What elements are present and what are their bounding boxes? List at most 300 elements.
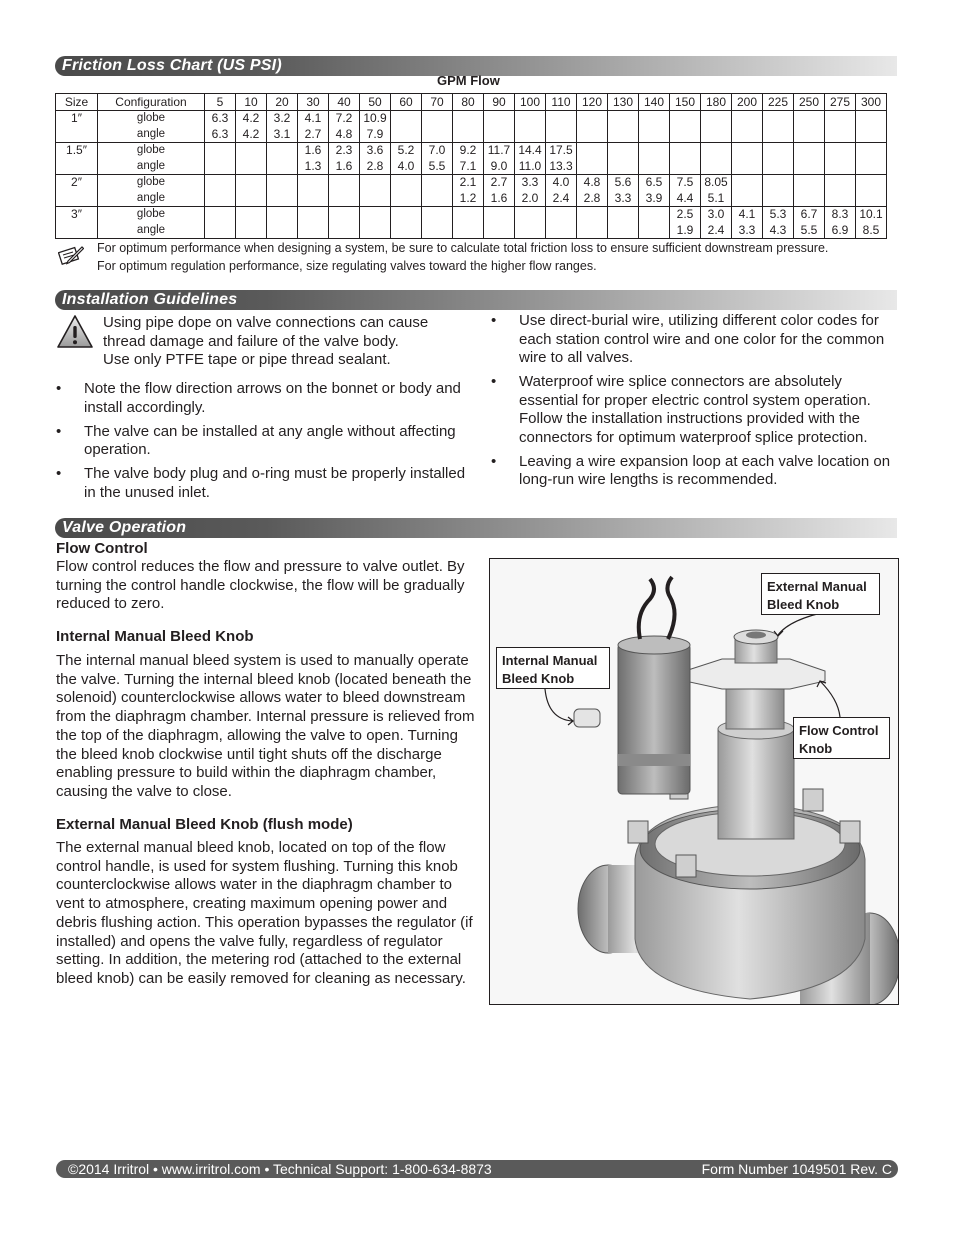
external-bleed-heading: External Manual Bleed Knob (flush mode) (56, 816, 353, 833)
value-cell (856, 207, 887, 239)
flow-col-header: 110 (546, 94, 577, 111)
value-cell (391, 111, 422, 143)
angle-value (732, 191, 762, 207)
angle-value (608, 159, 638, 175)
angle-value: 6.9 (831, 222, 849, 237)
angle-value (205, 223, 235, 239)
value-cell (670, 207, 701, 239)
flow-col-header: 120 (577, 94, 608, 111)
globe-value (236, 175, 266, 191)
gpm-flow-title: GPM Flow (437, 73, 500, 88)
flow-control-heading: Flow Control (56, 540, 148, 557)
value-cell (608, 175, 639, 207)
value-cell (825, 175, 856, 207)
table-row (56, 143, 887, 175)
globe-value (329, 175, 359, 191)
globe-value: 4.2 (242, 111, 260, 125)
globe-value: 11.7 (487, 143, 511, 157)
table-header-row (56, 94, 887, 111)
angle-value (391, 191, 421, 207)
angle-value (298, 191, 328, 207)
globe-value (360, 175, 390, 191)
angle-value (422, 191, 452, 207)
angle-value (856, 191, 886, 207)
angle-value: 1.2 (459, 190, 477, 205)
col-config-header: Configuration (98, 94, 205, 111)
value-cell (701, 111, 732, 143)
value-cell (763, 143, 794, 175)
value-cell (329, 111, 360, 143)
flow-col-header: 50 (360, 94, 391, 111)
angle-value (484, 127, 514, 143)
value-cell (856, 143, 887, 175)
value-cell (701, 175, 732, 207)
value-cell (546, 143, 577, 175)
value-cell (453, 143, 484, 175)
globe-value (794, 143, 824, 159)
angle-value: 4.4 (676, 190, 694, 205)
globe-value (794, 175, 824, 191)
value-cell (391, 143, 422, 175)
flow-col-header: 275 (825, 94, 856, 111)
angle-value (515, 223, 545, 239)
value-cell (794, 175, 825, 207)
globe-value: 6.3 (211, 111, 229, 125)
globe-value (732, 143, 762, 159)
angle-value (794, 127, 824, 143)
warning-triangle-icon (56, 314, 94, 350)
globe-value (422, 175, 452, 191)
valve-illustration (489, 558, 899, 1005)
value-cell (670, 175, 701, 207)
globe-value: 10.1 (859, 207, 883, 221)
globe-value (856, 175, 886, 191)
angle-value (484, 223, 514, 239)
globe-value: 5.6 (614, 175, 632, 189)
angle-value: 1.6 (335, 158, 353, 173)
install-left-list (56, 380, 466, 508)
angle-value (453, 223, 483, 239)
warning-line-3: Use only PTFE tape or pipe thread sealant. (103, 351, 391, 368)
footer-bar (56, 1160, 898, 1178)
angle-value: 5.5 (800, 222, 818, 237)
config-cell (98, 207, 205, 239)
angle-value: 3.3 (614, 190, 632, 205)
col-size-header: Size (56, 94, 98, 111)
value-cell (360, 207, 391, 239)
globe-value: 6.7 (800, 207, 818, 221)
angle-value (732, 127, 762, 143)
value-cell (608, 143, 639, 175)
installation-heading: Installation Guidelines (62, 291, 238, 308)
flow-col-header: 250 (794, 94, 825, 111)
angle-value (577, 223, 607, 239)
angle-value (236, 159, 266, 175)
value-cell (732, 111, 763, 143)
flow-col-header: 150 (670, 94, 701, 111)
flow-col-header: 300 (856, 94, 887, 111)
warning-line-1: Using pipe dope on valve connections can cause (103, 314, 429, 331)
globe-value: 10.9 (363, 111, 387, 125)
value-cell (236, 207, 267, 239)
globe-value: 2.7 (490, 175, 508, 189)
flow-col-header: 200 (732, 94, 763, 111)
config-cell (98, 143, 205, 175)
internal-bleed-heading: Internal Manual Bleed Knob (56, 628, 254, 645)
value-cell (515, 111, 546, 143)
value-cell (298, 111, 329, 143)
callout-internal-line-2: Bleed Knob (502, 670, 575, 686)
value-cell (422, 207, 453, 239)
internal-bleed-text: The internal manual bleed system is used to manually operate the valve. Turning the internal bleed knob (located beneath the solenoid) counterclockwise allows water to bleed downstream from the diaphragm chamber. Internal pressure is relieved from the top of the diaphragm, allowing the valve to open. Turning the bleed knob clockwise until tight shuts off the discharge enabling pressure to build within the diaphragm chamber, causing the valve to close. (56, 652, 475, 800)
value-cell (856, 175, 887, 207)
angle-value: 9.0 (490, 158, 508, 173)
angle-value (608, 223, 638, 239)
globe-value: 3.3 (521, 175, 539, 189)
size-cell: 1″ (56, 111, 98, 143)
value-cell (453, 175, 484, 207)
globe-value (236, 207, 266, 223)
globe-value (422, 207, 452, 223)
globe-value: 4.0 (552, 175, 570, 189)
angle-value: 1.6 (490, 190, 508, 205)
config-label: globe (136, 176, 166, 188)
angle-value: 3.1 (273, 126, 291, 141)
angle-value (794, 191, 824, 207)
value-cell (701, 143, 732, 175)
angle-value (422, 127, 452, 143)
value-cell (205, 143, 236, 175)
angle-value (267, 223, 297, 239)
value-cell (670, 143, 701, 175)
globe-value (267, 207, 297, 223)
config-label: globe (136, 208, 166, 220)
angle-value (639, 127, 669, 143)
value-cell (763, 207, 794, 239)
value-cell (360, 143, 391, 175)
valve-drawing (490, 559, 898, 1004)
config-label: angle (136, 127, 166, 140)
value-cell (825, 111, 856, 143)
globe-value (608, 111, 638, 127)
callout-internal-line-1: Internal Manual (502, 653, 598, 668)
value-cell (484, 111, 515, 143)
flow-col-header: 10 (236, 94, 267, 111)
value-cell (639, 143, 670, 175)
globe-value (422, 111, 452, 127)
value-cell (546, 175, 577, 207)
callout-external-line-2: Bleed Knob (767, 596, 840, 612)
angle-value: 7.1 (459, 158, 477, 173)
globe-value: 8.3 (831, 207, 849, 221)
warning-line-2: thread damage and failure of the valve body. (103, 332, 399, 350)
angle-value (670, 127, 700, 143)
flow-col-header: 30 (298, 94, 329, 111)
value-cell (515, 207, 546, 239)
table-row (56, 111, 887, 143)
globe-value (856, 143, 886, 159)
value-cell (546, 207, 577, 239)
globe-value: 4.8 (583, 175, 601, 189)
value-cell (577, 207, 608, 239)
globe-value (856, 111, 886, 127)
globe-value: 3.6 (366, 143, 384, 157)
value-cell (422, 111, 453, 143)
angle-value: 4.0 (397, 158, 415, 173)
flow-col-header: 20 (267, 94, 298, 111)
value-cell (329, 175, 360, 207)
angle-value (236, 191, 266, 207)
angle-value (329, 191, 359, 207)
callout-flow-line-1: Flow Control (799, 723, 879, 738)
value-cell (794, 111, 825, 143)
angle-value (608, 127, 638, 143)
footer-copyright: ©2014 Irritrol • www.irritrol.com • Technical Support: 1-800-634-8873 (68, 1161, 492, 1177)
angle-value: 2.4 (707, 222, 725, 237)
globe-value (763, 111, 793, 127)
value-cell (794, 143, 825, 175)
angle-value (856, 159, 886, 175)
angle-value: 2.7 (304, 126, 322, 141)
globe-value (391, 207, 421, 223)
globe-value (453, 111, 483, 127)
angle-value (391, 223, 421, 239)
angle-value (391, 127, 421, 143)
angle-value (639, 159, 669, 175)
value-cell (608, 111, 639, 143)
value-cell (546, 111, 577, 143)
value-cell (236, 143, 267, 175)
globe-value: 6.5 (645, 175, 663, 189)
size-cell: 3″ (56, 207, 98, 239)
value-cell (236, 175, 267, 207)
value-cell (639, 111, 670, 143)
globe-value: 2.3 (335, 143, 353, 157)
globe-value (701, 111, 731, 127)
value-cell (205, 175, 236, 207)
globe-value: 5.2 (397, 143, 415, 157)
value-cell (825, 143, 856, 175)
value-cell (298, 175, 329, 207)
globe-value (453, 207, 483, 223)
value-cell (577, 143, 608, 175)
list-item: • The valve can be installed at any angle without affecting operation. (56, 423, 466, 460)
globe-value: 1.6 (304, 143, 322, 157)
angle-value (763, 159, 793, 175)
install-right-list (491, 312, 891, 495)
angle-value (205, 159, 235, 175)
angle-value (577, 127, 607, 143)
table-row (56, 175, 887, 207)
angle-value: 4.2 (242, 126, 260, 141)
value-cell (608, 207, 639, 239)
friction-note-line-1: For optimum performance when designing a system, be sure to calculate total friction loss to ensure sufficient downstream pressure. (97, 241, 829, 255)
value-cell (763, 111, 794, 143)
table-row (56, 207, 887, 239)
callout-internal-bleed-knob (496, 647, 610, 689)
angle-value (546, 223, 576, 239)
warning-text (103, 314, 428, 370)
angle-value: 11.0 (518, 158, 542, 173)
angle-value (701, 159, 731, 175)
angle-value: 7.9 (366, 126, 384, 141)
globe-value (546, 207, 576, 223)
angle-value (825, 127, 855, 143)
value-cell (484, 143, 515, 175)
globe-value (608, 143, 638, 159)
globe-value: 8.05 (704, 175, 728, 189)
value-cell (422, 175, 453, 207)
value-cell (732, 143, 763, 175)
angle-value: 13.3 (549, 158, 573, 173)
angle-value (298, 223, 328, 239)
value-cell (577, 111, 608, 143)
friction-loss-heading: Friction Loss Chart (US PSI) (62, 57, 282, 74)
value-cell (360, 175, 391, 207)
angle-value: 5.1 (707, 190, 725, 205)
angle-value (577, 159, 607, 175)
globe-value (608, 207, 638, 223)
angle-value (856, 127, 886, 143)
angle-value: 4.3 (769, 222, 787, 237)
globe-value: 7.0 (428, 143, 446, 157)
value-cell (391, 207, 422, 239)
list-item: • Leaving a wire expansion loop at each valve location on long-run wire lengths is recommended. (491, 453, 891, 490)
config-cell (98, 175, 205, 207)
angle-value: 1.9 (676, 222, 694, 237)
angle-value (360, 191, 390, 207)
value-cell (670, 111, 701, 143)
globe-value: 4.1 (738, 207, 756, 221)
globe-value: 3.2 (273, 111, 291, 125)
flow-col-header: 80 (453, 94, 484, 111)
callout-external-line-1: External Manual (767, 579, 867, 594)
value-cell (298, 143, 329, 175)
globe-value (546, 111, 576, 127)
angle-value: 2.8 (583, 190, 601, 205)
flow-col-header: 140 (639, 94, 670, 111)
note-pencil-icon (58, 241, 84, 267)
value-cell (732, 175, 763, 207)
value-cell (825, 207, 856, 239)
angle-value: 5.5 (428, 158, 446, 173)
globe-value: 7.5 (676, 175, 694, 189)
angle-value: 8.5 (862, 222, 880, 237)
angle-value: 4.8 (335, 126, 353, 141)
globe-value (391, 111, 421, 127)
globe-value (205, 207, 235, 223)
globe-value (577, 143, 607, 159)
external-bleed-text: The external manual bleed knob, located on top of the flow control handle, is used for system flushing. Turning this knob counterclockwise allows water in the diaphragm chamber to vent to atmosphere, creating maximum opening power and debris flushing action. This operation bypasses the regulator (if installed) and opens the valve fully, regardless of regulator setting. In addition, the metering rod (attached to the external bleed knob) can be easily removed for cleaning as necessary. (56, 839, 473, 987)
size-cell: 1.5″ (56, 143, 98, 175)
angle-value: 3.3 (738, 222, 756, 237)
size-cell: 2″ (56, 175, 98, 207)
value-cell (236, 111, 267, 143)
flow-control-text: Flow control reduces the flow and pressure to valve outlet. By turning the control handle clockwise, the flow will be gradually reduced to zero. (56, 558, 465, 613)
globe-value (639, 207, 669, 223)
callout-flow-control-knob (793, 717, 890, 759)
angle-value (763, 127, 793, 143)
value-cell (298, 207, 329, 239)
angle-value (794, 159, 824, 175)
value-cell (484, 207, 515, 239)
flow-col-header: 90 (484, 94, 515, 111)
valve-operation-heading-bar (55, 518, 897, 538)
globe-value (732, 175, 762, 191)
flow-col-header: 130 (608, 94, 639, 111)
value-cell (205, 207, 236, 239)
angle-value: 3.9 (645, 190, 663, 205)
globe-value (794, 111, 824, 127)
angle-value (236, 223, 266, 239)
angle-value (267, 159, 297, 175)
globe-value (825, 143, 855, 159)
globe-value: 9.2 (459, 143, 477, 157)
angle-value (360, 223, 390, 239)
list-item: • Waterproof wire splice connectors are absolutely essential for proper electric control system operation. Follow the installation instructions provided with the connectors for optimum waterproof splice protection. (491, 373, 891, 447)
globe-value (670, 143, 700, 159)
angle-value (825, 159, 855, 175)
callout-flow-line-2: Knob (799, 740, 833, 756)
globe-value: 2.5 (676, 207, 694, 221)
globe-value (205, 143, 235, 159)
value-cell (639, 207, 670, 239)
globe-value (825, 175, 855, 191)
angle-value (205, 191, 235, 207)
angle-value (763, 191, 793, 207)
value-cell (267, 175, 298, 207)
angle-value: 2.0 (521, 190, 539, 205)
value-cell (453, 111, 484, 143)
globe-value (515, 207, 545, 223)
value-cell (205, 111, 236, 143)
angle-value (701, 127, 731, 143)
value-cell (763, 175, 794, 207)
footer-form-number: Form Number 1049501 Rev. C (701, 1161, 892, 1177)
angle-value (732, 159, 762, 175)
list-item: • Note the flow direction arrows on the bonnet or body and install accordingly. (56, 380, 466, 417)
callout-external-bleed-knob (761, 573, 880, 615)
value-cell (329, 143, 360, 175)
globe-value (732, 111, 762, 127)
config-label: angle (136, 223, 166, 236)
value-cell (577, 175, 608, 207)
value-cell (794, 207, 825, 239)
angle-value: 2.4 (552, 190, 570, 205)
value-cell (484, 175, 515, 207)
friction-note-line-2: For optimum regulation performance, size regulating valves toward the higher flow ranges. (97, 259, 597, 273)
angle-value (825, 191, 855, 207)
angle-value (515, 127, 545, 143)
globe-value (298, 207, 328, 223)
config-label: angle (136, 191, 166, 204)
globe-value (391, 175, 421, 191)
flow-col-header: 70 (422, 94, 453, 111)
globe-value (267, 143, 297, 159)
globe-value (763, 143, 793, 159)
config-label: globe (136, 112, 166, 124)
angle-value (422, 223, 452, 239)
flow-col-header: 5 (205, 94, 236, 111)
config-cell (98, 111, 205, 143)
angle-value: 6.3 (211, 126, 229, 141)
friction-note (97, 239, 828, 275)
value-cell (360, 111, 391, 143)
globe-value: 2.1 (459, 175, 477, 189)
globe-value (639, 143, 669, 159)
flow-col-header: 40 (329, 94, 360, 111)
globe-value (267, 175, 297, 191)
